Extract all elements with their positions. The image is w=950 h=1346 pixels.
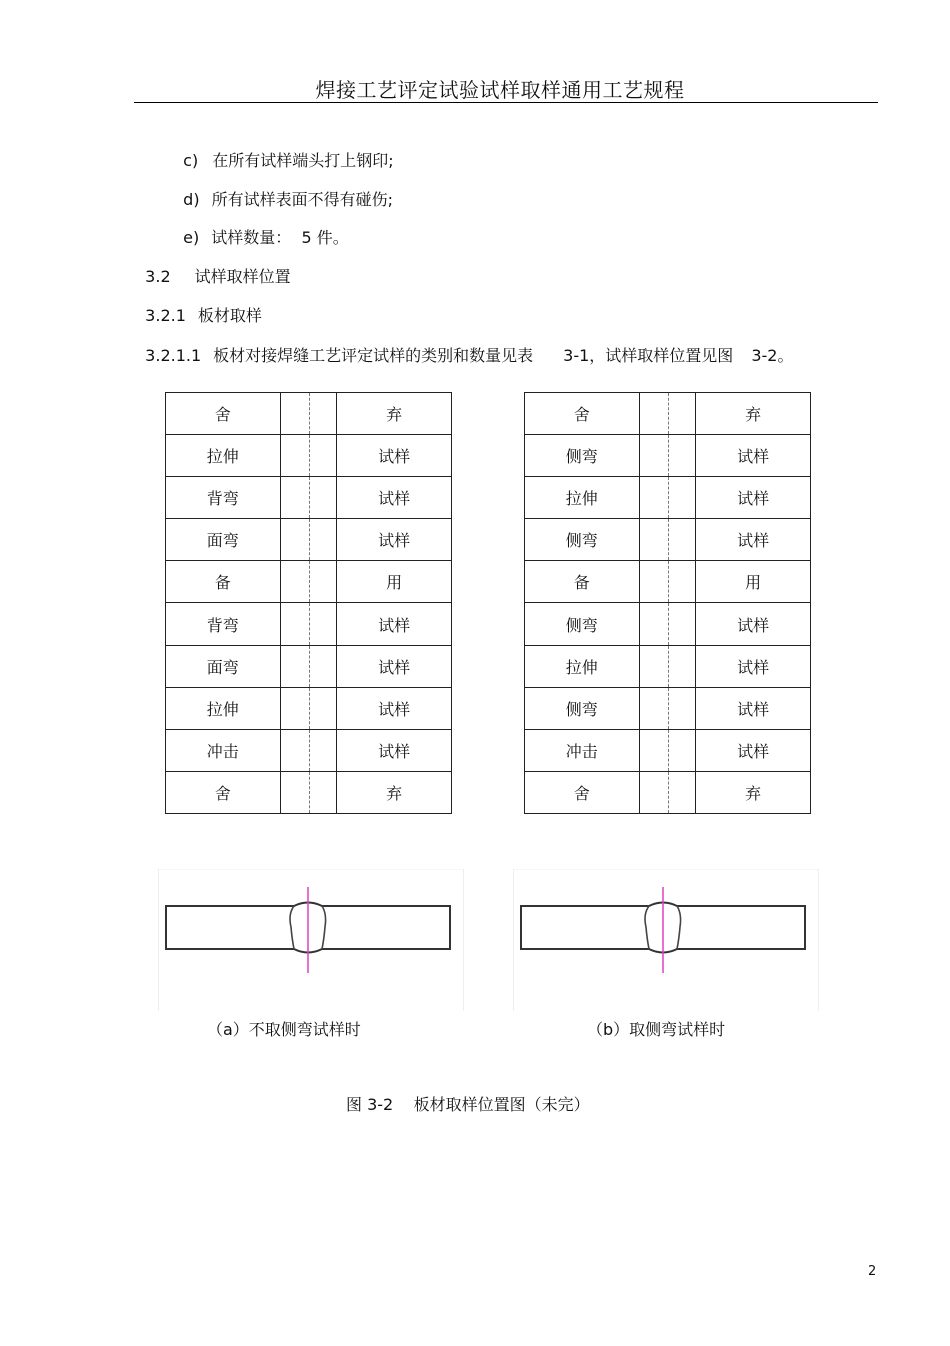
weld-centerline-dash — [309, 646, 310, 687]
sampling-table-left — [165, 392, 452, 814]
list-item-text: 试样数量： 5 件。 — [211, 228, 349, 247]
weld-centerline-dash — [309, 477, 310, 518]
table-cell-left: 拉伸 — [525, 477, 640, 519]
table-cell-right: 弃 — [337, 393, 452, 435]
table-cell-right: 试样 — [337, 729, 452, 771]
weld-centerline-dash — [309, 730, 310, 771]
table-cell-left: 备 — [525, 561, 640, 603]
table-row — [525, 603, 811, 645]
table-row — [525, 771, 811, 813]
weld-centerline-dash — [309, 603, 310, 644]
weld-centerline-dash — [309, 688, 310, 729]
table-cell-right: 试样 — [337, 435, 452, 477]
table-row — [166, 645, 452, 687]
weld-centerline-cell — [639, 477, 696, 519]
table-row — [166, 477, 452, 519]
figure-b-plate-diagram — [513, 869, 819, 1011]
section-3-2-heading — [135, 245, 291, 287]
table-row — [166, 561, 452, 603]
table-cell-left: 冲击 — [166, 729, 281, 771]
figure-b-svg — [513, 869, 819, 1011]
weld-centerline-dash — [668, 603, 669, 644]
weld-centerline-cell — [639, 393, 696, 435]
weld-centerline-dash — [309, 561, 310, 602]
list-item-text: 在所有试样端头打上钢印; — [212, 151, 394, 170]
table-cell-right: 试样 — [696, 435, 811, 477]
sampling-table-right — [524, 392, 811, 814]
table-row — [166, 729, 452, 771]
weld-centerline-cell — [639, 519, 696, 561]
table-cell-left: 背弯 — [166, 603, 281, 645]
section-3-2-1-1-paragraph — [135, 324, 793, 366]
table-cell-right: 试样 — [696, 729, 811, 771]
table-row — [166, 687, 452, 729]
table-cell-left: 侧弯 — [525, 603, 640, 645]
table-row — [166, 519, 452, 561]
paragraph-text: 板材对接焊缝工艺评定试样的类别和数量见表 — [213, 346, 534, 365]
table-row — [525, 477, 811, 519]
header-divider — [134, 102, 878, 103]
table-cell-right: 试样 — [696, 687, 811, 729]
weld-centerline-cell — [639, 687, 696, 729]
table-row — [166, 771, 452, 813]
table-cell-right: 试样 — [337, 477, 452, 519]
figure-b-caption: （b）取侧弯试样时 — [587, 1020, 726, 1039]
section-number: 3.2.1 — [145, 306, 186, 325]
table-row — [166, 393, 452, 435]
table-cell-right: 弃 — [696, 393, 811, 435]
section-3-2-1-heading — [135, 284, 262, 326]
weld-centerline-cell — [280, 561, 337, 603]
weld-centerline-cell — [280, 771, 337, 813]
weld-centerline-cell — [639, 561, 696, 603]
table-row — [525, 645, 811, 687]
list-item-text: 所有试样表面不得有碰伤; — [211, 190, 393, 209]
table-cell-right: 用 — [337, 561, 452, 603]
list-item-label: e) — [183, 228, 200, 247]
table-row — [525, 729, 811, 771]
table-cell-right: 试样 — [696, 603, 811, 645]
table-row — [525, 435, 811, 477]
table-row — [166, 435, 452, 477]
figure-a-plate-diagram — [158, 869, 464, 1011]
table-cell-left: 舍 — [525, 393, 640, 435]
table-row — [525, 687, 811, 729]
weld-centerline-dash — [309, 393, 310, 434]
weld-centerline-dash — [668, 561, 669, 602]
weld-centerline-cell — [280, 393, 337, 435]
figure-a-caption: （a）不取侧弯试样时 — [207, 1020, 361, 1039]
section-number: 3.2 — [145, 267, 171, 286]
weld-centerline-dash — [309, 519, 310, 560]
weld-centerline-cell — [639, 603, 696, 645]
weld-centerline-dash — [309, 435, 310, 476]
table-cell-left: 侧弯 — [525, 519, 640, 561]
list-item-e — [173, 206, 349, 248]
table-cell-left: 舍 — [166, 771, 281, 813]
table-row — [166, 603, 452, 645]
weld-centerline-dash — [668, 519, 669, 560]
weld-centerline-cell — [280, 603, 337, 645]
table-cell-left: 舍 — [525, 771, 640, 813]
list-item-c — [173, 129, 394, 171]
table-cell-right: 试样 — [337, 603, 452, 645]
table-cell-left: 侧弯 — [525, 435, 640, 477]
weld-centerline-cell — [280, 477, 337, 519]
table-cell-left: 侧弯 — [525, 687, 640, 729]
table-cell-right: 试样 — [337, 645, 452, 687]
table-cell-left: 备 — [166, 561, 281, 603]
table-cell-right: 试样 — [696, 645, 811, 687]
table-cell-left: 面弯 — [166, 645, 281, 687]
list-item-label: d) — [183, 190, 200, 209]
list-item-label: c) — [183, 151, 199, 170]
table-cell-right: 试样 — [696, 477, 811, 519]
table-cell-right: 用 — [696, 561, 811, 603]
weld-centerline-cell — [639, 771, 696, 813]
page-number: 2 — [868, 1264, 877, 1279]
table-cell-left: 拉伸 — [166, 435, 281, 477]
weld-centerline-cell — [280, 687, 337, 729]
table-cell-left: 背弯 — [166, 477, 281, 519]
weld-centerline-dash — [668, 688, 669, 729]
section-title: 板材取样 — [197, 306, 262, 325]
table-cell-right: 试样 — [337, 519, 452, 561]
paragraph-text: 3-2。 — [751, 346, 794, 365]
table-cell-right: 弃 — [337, 771, 452, 813]
weld-centerline-dash — [668, 435, 669, 476]
section-title: 试样取样位置 — [194, 267, 291, 286]
weld-centerline-dash — [309, 772, 310, 813]
weld-centerline-dash — [668, 730, 669, 771]
table-cell-right: 试样 — [337, 687, 452, 729]
figure-3-2-caption: 图 3-2 板材取样位置图（未完） — [346, 1095, 590, 1114]
weld-centerline-cell — [639, 729, 696, 771]
table-cell-left: 舍 — [166, 393, 281, 435]
weld-centerline-dash — [668, 772, 669, 813]
weld-centerline-dash — [668, 477, 669, 518]
table-cell-left: 拉伸 — [166, 687, 281, 729]
weld-centerline-dash — [668, 393, 669, 434]
table-cell-right: 试样 — [696, 519, 811, 561]
weld-centerline-cell — [280, 519, 337, 561]
table-row — [525, 519, 811, 561]
table-cell-left: 拉伸 — [525, 645, 640, 687]
paragraph-text: 3-1，试样取样位置见图 — [563, 346, 734, 365]
table-cell-left: 面弯 — [166, 519, 281, 561]
weld-centerline-cell — [280, 435, 337, 477]
table-cell-left: 冲击 — [525, 729, 640, 771]
table-row — [525, 561, 811, 603]
section-number: 3.2.1.1 — [145, 346, 202, 365]
weld-centerline-dash — [668, 646, 669, 687]
page-header-title: 焊接工艺评定试验试样取样通用工艺规程 — [315, 78, 685, 102]
table-cell-right: 弃 — [696, 771, 811, 813]
weld-centerline-cell — [639, 435, 696, 477]
figure-a-svg — [158, 869, 464, 1011]
weld-centerline-cell — [280, 645, 337, 687]
list-item-d — [173, 168, 393, 210]
weld-centerline-cell — [639, 645, 696, 687]
table-row — [525, 393, 811, 435]
weld-centerline-cell — [280, 729, 337, 771]
